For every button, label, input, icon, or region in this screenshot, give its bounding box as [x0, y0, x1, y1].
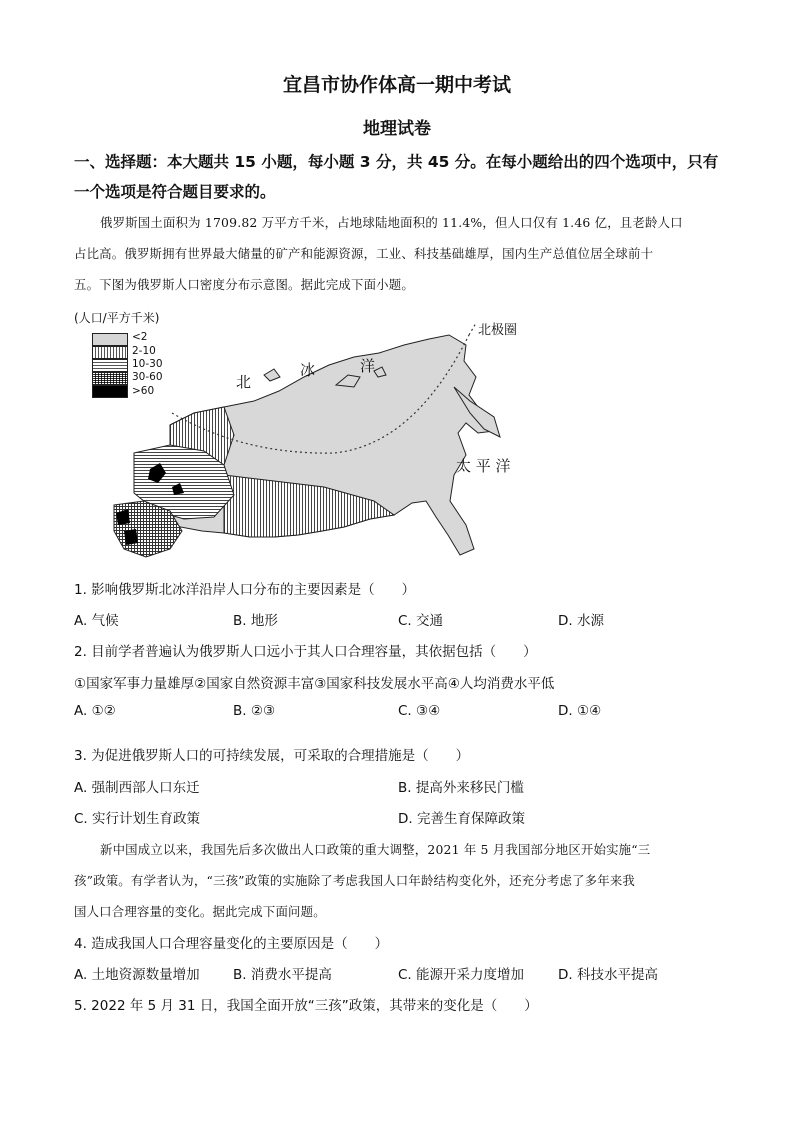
q3-option-d: D. 完善生育保障政策: [398, 811, 525, 827]
passage2-line3: 国人口合理容量的变化。据此完成下面问题。: [74, 904, 326, 919]
passage1-line3: 五。下图为俄罗斯人口密度分布示意图。据此完成下面小题。: [74, 277, 414, 292]
q3-option-c: C. 实行计划生育政策: [74, 811, 201, 827]
label-arctic-circle: 北极圈: [478, 323, 518, 338]
q2-stem: 2. 目前学者普遍认为俄罗斯人口远小于其人口合理容量，其依据包括（ ）: [74, 644, 537, 660]
q4-option-b: B. 消费水平提高: [233, 967, 332, 983]
q2-option-a: A. ①②: [74, 703, 116, 719]
q4-option-d: D. 科技水平提高: [558, 967, 658, 983]
legend-label-10-30: 10-30: [132, 358, 163, 370]
russia-map-svg: [74, 305, 544, 565]
q1-option-a: A. 气候: [74, 613, 119, 629]
legend-label-2-10: 2-10: [132, 345, 156, 357]
q3-stem: 3. 为促进俄罗斯人口的可持续发展，可采取的合理措施是（ ）: [74, 748, 470, 764]
q1-option-d: D. 水源: [558, 613, 604, 629]
q1-option-b: B. 地形: [233, 613, 278, 629]
q3-option-a: A. 强制西部人口东迁: [74, 780, 200, 796]
q3-option-b: B. 提高外来移民门槛: [398, 780, 524, 796]
page-subtitle: 地理试卷: [363, 119, 431, 139]
map-island-2: [264, 369, 280, 381]
passage2-line2: 孩”政策。有学者认为，“三孩”政策的实施除了考虑我国人口年龄结构变化外，还充分考虑了多年来我: [74, 873, 635, 888]
q4-option-a: A. 土地资源数量增加: [74, 967, 200, 983]
q5-stem: 5. 2022 年 5 月 31 日，我国全面开放“三孩”政策，其带来的变化是（ ）: [74, 998, 538, 1014]
map-dense-4: [124, 529, 138, 545]
legend-label-gt60: >60: [132, 385, 155, 397]
label-bing: 冰: [300, 361, 316, 379]
legend-title: (人口/平方千米): [74, 311, 160, 325]
q1-option-c: C. 交通: [398, 613, 444, 629]
q2-items: ①国家军事力量雄厚②国家自然资源丰富③国家科技发展水平高④人均消费水平低: [74, 676, 555, 692]
label-pacific: 太 平 洋: [456, 457, 511, 475]
russia-population-density-map: [74, 305, 544, 565]
legend-label-30-60: 30-60: [132, 371, 163, 383]
label-bei: 北: [236, 373, 252, 391]
q4-option-c: C. 能源开采力度增加: [398, 967, 525, 983]
passage1-line2: 占比高。俄罗斯拥有世界最大储量的矿产和能源资源，工业、科技基础雄厚，国内生产总值位居全球前十: [74, 246, 654, 261]
q4-stem: 4. 造成我国人口合理容量变化的主要原因是（ ）: [74, 936, 389, 952]
q2-option-b: B. ②③: [233, 703, 276, 719]
legend-label-lt2: <2: [132, 331, 148, 343]
q2-option-c: C. ③④: [398, 703, 441, 719]
passage1-line1: 俄罗斯国土面积为 1709.82 万平方千米，占地球陆地面积的 11.4%，但人口仅有 1.46 亿，且老龄人口: [100, 215, 683, 230]
passage2-line1: 新中国成立以来，我国先后多次做出人口政策的重大调整，2021 年 5 月我国部分地区开始实施“三: [100, 842, 651, 857]
section-heading-line2: 一个选项是符合题目要求的。: [74, 183, 276, 201]
section-heading-line1: 一、选择题：本大题共 15 小题，每小题 3 分，共 45 分。在每小题给出的四个选项中，只有: [74, 153, 719, 171]
page-title: 宜昌市协作体高一期中考试: [282, 74, 511, 96]
arctic-circle-line-ext: [469, 323, 476, 335]
q1-stem: 1. 影响俄罗斯北冰洋沿岸人口分布的主要因素是（ ）: [74, 582, 416, 598]
q2-option-d: D. ①④: [558, 703, 602, 719]
label-yang: 洋: [360, 357, 376, 375]
